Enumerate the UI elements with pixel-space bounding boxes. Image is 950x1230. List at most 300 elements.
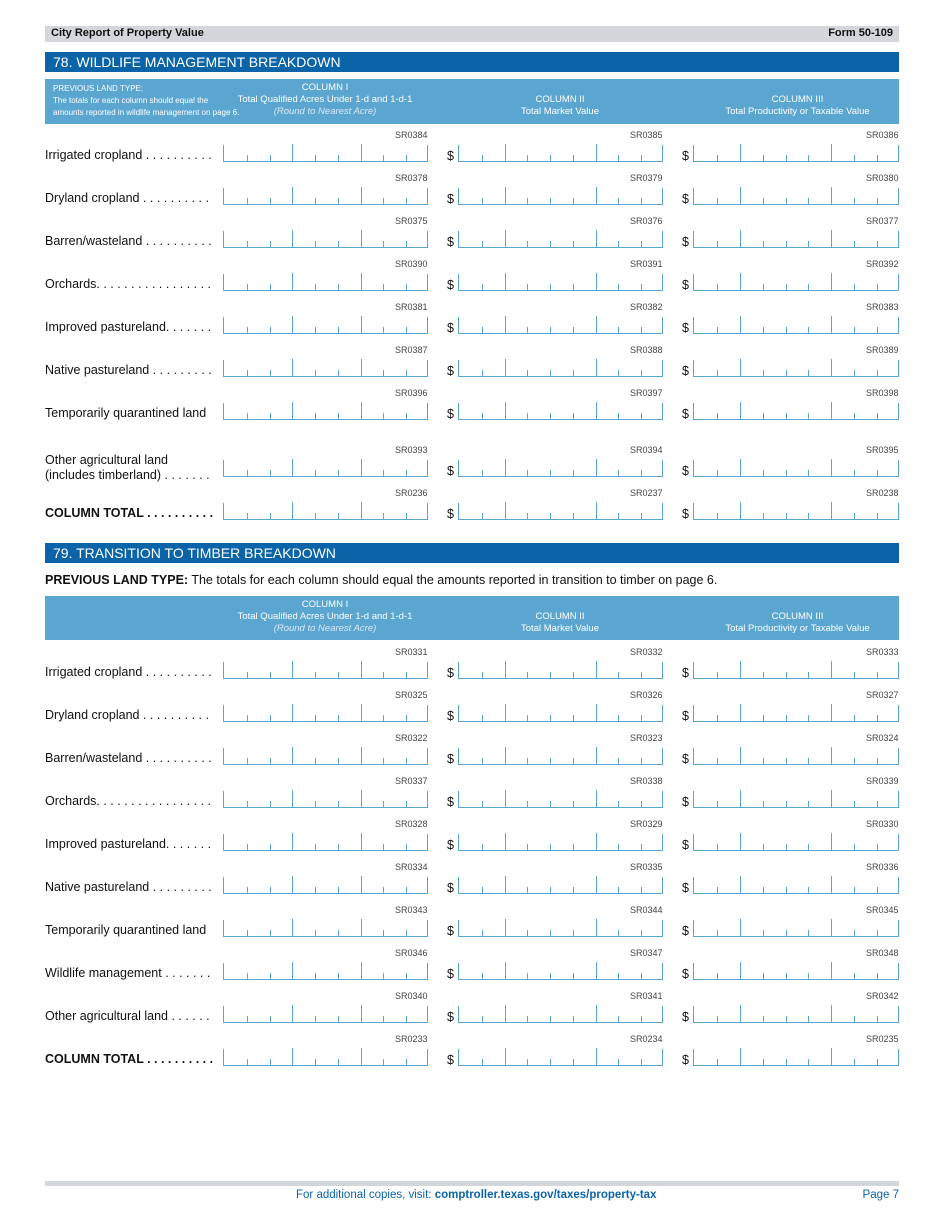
digit-separator bbox=[361, 704, 362, 721]
row-label bbox=[45, 406, 206, 421]
digit-separator bbox=[808, 844, 809, 850]
digit-separator bbox=[482, 198, 483, 204]
field-code: SR0234 bbox=[630, 1034, 663, 1044]
row-label-line: Other agricultural land bbox=[45, 453, 168, 467]
digit-separator bbox=[831, 502, 832, 519]
digit-separator bbox=[877, 470, 878, 476]
digit-separator bbox=[292, 144, 293, 161]
digit-separator bbox=[618, 470, 619, 476]
input-field[interactable] bbox=[693, 503, 899, 520]
input-field[interactable] bbox=[223, 503, 428, 520]
digit-separator bbox=[877, 973, 878, 979]
digit-separator bbox=[247, 758, 248, 764]
footer-copies bbox=[296, 1189, 656, 1201]
digit-separator bbox=[292, 1005, 293, 1022]
footer-prefix: For additional copies, visit: bbox=[296, 1189, 435, 1201]
digit-separator bbox=[406, 887, 407, 893]
input-field[interactable] bbox=[693, 274, 899, 291]
digit-separator bbox=[482, 672, 483, 678]
input-field[interactable] bbox=[458, 403, 663, 420]
digit-separator bbox=[641, 327, 642, 333]
input-field[interactable] bbox=[223, 834, 428, 851]
digit-separator bbox=[383, 413, 384, 419]
digit-separator bbox=[482, 715, 483, 721]
column-1-desc: Total Qualified Acres Under 1-d and 1-d-1 bbox=[237, 94, 413, 105]
dollar-sign: $ bbox=[682, 881, 689, 895]
digit-separator bbox=[292, 661, 293, 678]
digit-separator bbox=[740, 661, 741, 678]
input-field[interactable] bbox=[458, 748, 663, 765]
digit-separator bbox=[618, 370, 619, 376]
digit-separator bbox=[550, 413, 551, 419]
digit-separator bbox=[808, 327, 809, 333]
section-78-column-header bbox=[45, 79, 899, 124]
digit-separator bbox=[854, 513, 855, 519]
input-field[interactable] bbox=[223, 920, 428, 937]
digit-separator bbox=[270, 930, 271, 936]
row-label bbox=[45, 751, 212, 766]
digit-separator bbox=[596, 876, 597, 893]
digit-separator bbox=[292, 962, 293, 979]
field-code: SR0347 bbox=[630, 948, 663, 958]
input-field[interactable] bbox=[223, 188, 428, 205]
input-field[interactable] bbox=[693, 1049, 899, 1066]
input-field[interactable] bbox=[693, 231, 899, 248]
field-code: SR0386 bbox=[866, 130, 899, 140]
input-field[interactable] bbox=[458, 1049, 663, 1066]
digit-separator bbox=[482, 284, 483, 290]
field-code: SR0387 bbox=[395, 345, 428, 355]
digit-separator bbox=[618, 801, 619, 807]
field-code: SR0344 bbox=[630, 905, 663, 915]
row-label-line: Dryland cropland . . . . . . . . . . bbox=[45, 191, 209, 205]
digit-separator bbox=[406, 370, 407, 376]
digit-separator bbox=[641, 973, 642, 979]
row-label-line: Barren/wasteland . . . . . . . . . . bbox=[45, 751, 212, 765]
digit-separator bbox=[573, 198, 574, 204]
input-field[interactable] bbox=[223, 791, 428, 808]
dollar-sign: $ bbox=[682, 407, 689, 421]
digit-separator bbox=[763, 844, 764, 850]
input-field[interactable] bbox=[223, 145, 428, 162]
digit-separator bbox=[361, 1048, 362, 1065]
field-code: SR0348 bbox=[866, 948, 899, 958]
digit-separator bbox=[338, 370, 339, 376]
row-label bbox=[45, 880, 212, 895]
digit-separator bbox=[877, 513, 878, 519]
digit-separator bbox=[641, 1059, 642, 1065]
digit-separator bbox=[831, 359, 832, 376]
field-code: SR0397 bbox=[630, 388, 663, 398]
digit-separator bbox=[383, 887, 384, 893]
digit-separator bbox=[877, 930, 878, 936]
input-field[interactable] bbox=[693, 963, 899, 980]
field-code: SR0381 bbox=[395, 302, 428, 312]
digit-separator bbox=[527, 844, 528, 850]
digit-separator bbox=[406, 1059, 407, 1065]
digit-separator bbox=[786, 327, 787, 333]
digit-separator bbox=[763, 973, 764, 979]
digit-separator bbox=[740, 230, 741, 247]
field-code: SR0385 bbox=[630, 130, 663, 140]
digit-separator bbox=[877, 801, 878, 807]
digit-separator bbox=[573, 672, 574, 678]
digit-separator bbox=[270, 887, 271, 893]
dollar-sign: $ bbox=[447, 924, 454, 938]
section-78-note bbox=[53, 83, 239, 119]
description-label: PREVIOUS LAND TYPE: bbox=[45, 573, 189, 587]
digit-separator bbox=[383, 470, 384, 476]
digit-separator bbox=[573, 801, 574, 807]
digit-separator bbox=[270, 513, 271, 519]
digit-separator bbox=[808, 1016, 809, 1022]
dollar-sign: $ bbox=[682, 924, 689, 938]
digit-separator bbox=[596, 273, 597, 290]
digit-separator bbox=[247, 844, 248, 850]
digit-separator bbox=[338, 801, 339, 807]
digit-separator bbox=[854, 844, 855, 850]
digit-separator bbox=[383, 801, 384, 807]
digit-separator bbox=[763, 370, 764, 376]
digit-separator bbox=[596, 187, 597, 204]
field-code: SR0336 bbox=[866, 862, 899, 872]
digit-separator bbox=[717, 801, 718, 807]
digit-separator bbox=[740, 273, 741, 290]
column-2-header bbox=[460, 94, 660, 118]
input-field[interactable] bbox=[223, 317, 428, 334]
digit-separator bbox=[641, 930, 642, 936]
digit-separator bbox=[482, 887, 483, 893]
input-field[interactable] bbox=[458, 1006, 663, 1023]
digit-separator bbox=[361, 661, 362, 678]
digit-separator bbox=[808, 284, 809, 290]
digit-separator bbox=[808, 155, 809, 161]
digit-separator bbox=[717, 413, 718, 419]
input-field[interactable] bbox=[223, 662, 428, 679]
digit-separator bbox=[550, 715, 551, 721]
footer-link[interactable]: comptroller.texas.gov/taxes/property-tax bbox=[434, 1189, 657, 1201]
digit-separator bbox=[270, 413, 271, 419]
row-label-line: Temporarily quarantined land bbox=[45, 406, 207, 420]
input-field[interactable] bbox=[223, 274, 428, 291]
input-field[interactable] bbox=[458, 188, 663, 205]
dollar-sign: $ bbox=[682, 967, 689, 981]
digit-separator bbox=[315, 327, 316, 333]
input-field[interactable] bbox=[693, 705, 899, 722]
digit-separator bbox=[270, 370, 271, 376]
digit-separator bbox=[831, 833, 832, 850]
digit-separator bbox=[763, 327, 764, 333]
digit-separator bbox=[641, 370, 642, 376]
digit-separator bbox=[505, 661, 506, 678]
digit-separator bbox=[641, 470, 642, 476]
digit-separator bbox=[247, 198, 248, 204]
digit-separator bbox=[550, 327, 551, 333]
digit-separator bbox=[740, 876, 741, 893]
digit-separator bbox=[270, 241, 271, 247]
dollar-sign: $ bbox=[447, 752, 454, 766]
field-code: SR0395 bbox=[866, 445, 899, 455]
digit-separator bbox=[338, 715, 339, 721]
digit-separator bbox=[763, 284, 764, 290]
column-3-header bbox=[695, 94, 900, 118]
digit-separator bbox=[877, 844, 878, 850]
digit-separator bbox=[527, 241, 528, 247]
digit-separator bbox=[641, 513, 642, 519]
row-label bbox=[45, 191, 209, 206]
field-code: SR0235 bbox=[866, 1034, 899, 1044]
digit-separator bbox=[641, 198, 642, 204]
digit-separator bbox=[482, 973, 483, 979]
digit-separator bbox=[877, 715, 878, 721]
digit-separator bbox=[247, 887, 248, 893]
input-field[interactable] bbox=[693, 460, 899, 477]
digit-separator bbox=[786, 672, 787, 678]
digit-separator bbox=[786, 973, 787, 979]
input-field[interactable] bbox=[693, 403, 899, 420]
input-field[interactable] bbox=[693, 834, 899, 851]
field-code: SR0340 bbox=[395, 991, 428, 1001]
digit-separator bbox=[808, 198, 809, 204]
input-field[interactable] bbox=[693, 791, 899, 808]
digit-separator bbox=[527, 513, 528, 519]
input-field[interactable] bbox=[693, 1006, 899, 1023]
input-field[interactable] bbox=[693, 662, 899, 679]
input-field[interactable] bbox=[458, 145, 663, 162]
digit-separator bbox=[641, 887, 642, 893]
digit-separator bbox=[406, 513, 407, 519]
field-code: SR0345 bbox=[866, 905, 899, 915]
input-field[interactable] bbox=[458, 920, 663, 937]
field-code: SR0334 bbox=[395, 862, 428, 872]
digit-separator bbox=[786, 930, 787, 936]
row-label-line: COLUMN TOTAL . . . . . . . . . . bbox=[45, 506, 214, 520]
input-field[interactable] bbox=[223, 705, 428, 722]
input-field[interactable] bbox=[223, 1006, 428, 1023]
digit-separator bbox=[383, 1059, 384, 1065]
digit-separator bbox=[270, 758, 271, 764]
row-label bbox=[45, 1052, 213, 1067]
digit-separator bbox=[763, 887, 764, 893]
row-label-line: Orchards. . . . . . . . . . . . . . . . . bbox=[45, 277, 212, 291]
field-code: SR0333 bbox=[866, 647, 899, 657]
digit-separator bbox=[315, 973, 316, 979]
digit-separator bbox=[740, 316, 741, 333]
input-field[interactable] bbox=[223, 877, 428, 894]
column-2-header bbox=[460, 611, 660, 635]
input-field[interactable] bbox=[458, 705, 663, 722]
digit-separator bbox=[808, 758, 809, 764]
digit-separator bbox=[717, 155, 718, 161]
digit-separator bbox=[505, 962, 506, 979]
digit-separator bbox=[596, 919, 597, 936]
digit-separator bbox=[717, 758, 718, 764]
digit-separator bbox=[361, 747, 362, 764]
row-label bbox=[45, 966, 210, 981]
digit-separator bbox=[740, 790, 741, 807]
digit-separator bbox=[505, 359, 506, 376]
dollar-sign: $ bbox=[447, 1053, 454, 1067]
digit-separator bbox=[763, 930, 764, 936]
digit-separator bbox=[831, 316, 832, 333]
digit-separator bbox=[383, 973, 384, 979]
digit-separator bbox=[527, 887, 528, 893]
input-field[interactable] bbox=[223, 963, 428, 980]
digit-separator bbox=[808, 513, 809, 519]
input-field[interactable] bbox=[693, 317, 899, 334]
section-78-title-bar bbox=[45, 52, 899, 72]
digit-separator bbox=[361, 144, 362, 161]
digit-separator bbox=[292, 833, 293, 850]
digit-separator bbox=[247, 327, 248, 333]
digit-separator bbox=[527, 758, 528, 764]
digit-separator bbox=[641, 801, 642, 807]
digit-separator bbox=[315, 758, 316, 764]
digit-separator bbox=[527, 973, 528, 979]
page-number: Page 7 bbox=[862, 1189, 899, 1201]
digit-separator bbox=[854, 155, 855, 161]
digit-separator bbox=[550, 470, 551, 476]
input-field[interactable] bbox=[458, 834, 663, 851]
field-code: SR0341 bbox=[630, 991, 663, 1001]
input-field[interactable] bbox=[223, 360, 428, 377]
field-code: SR0388 bbox=[630, 345, 663, 355]
dollar-sign: $ bbox=[447, 838, 454, 852]
digit-separator bbox=[338, 284, 339, 290]
input-field[interactable] bbox=[458, 231, 663, 248]
digit-separator bbox=[315, 930, 316, 936]
digit-separator bbox=[247, 1016, 248, 1022]
digit-separator bbox=[482, 801, 483, 807]
digit-separator bbox=[763, 155, 764, 161]
digit-separator bbox=[786, 844, 787, 850]
digit-separator bbox=[270, 284, 271, 290]
field-code: SR0379 bbox=[630, 173, 663, 183]
input-field[interactable] bbox=[458, 360, 663, 377]
digit-separator bbox=[786, 198, 787, 204]
input-field[interactable] bbox=[458, 274, 663, 291]
digit-separator bbox=[854, 930, 855, 936]
digit-separator bbox=[482, 155, 483, 161]
dollar-sign: $ bbox=[682, 709, 689, 723]
input-field[interactable] bbox=[693, 920, 899, 937]
digit-separator bbox=[786, 155, 787, 161]
digit-separator bbox=[270, 155, 271, 161]
digit-separator bbox=[270, 801, 271, 807]
digit-separator bbox=[596, 1048, 597, 1065]
digit-separator bbox=[831, 790, 832, 807]
digit-separator bbox=[717, 470, 718, 476]
digit-separator bbox=[383, 513, 384, 519]
digit-separator bbox=[383, 241, 384, 247]
input-field[interactable] bbox=[693, 748, 899, 765]
column-1-note: (Round to Nearest Acre) bbox=[273, 623, 377, 634]
digit-separator bbox=[247, 672, 248, 678]
row-label-line: Native pastureland . . . . . . . . . bbox=[45, 880, 212, 894]
digit-separator bbox=[786, 1059, 787, 1065]
digit-separator bbox=[338, 1059, 339, 1065]
digit-separator bbox=[596, 962, 597, 979]
input-field[interactable] bbox=[693, 188, 899, 205]
field-code: SR0398 bbox=[866, 388, 899, 398]
digit-separator bbox=[247, 715, 248, 721]
field-code: SR0329 bbox=[630, 819, 663, 829]
digit-separator bbox=[505, 502, 506, 519]
digit-separator bbox=[315, 370, 316, 376]
digit-separator bbox=[877, 370, 878, 376]
digit-separator bbox=[877, 1059, 878, 1065]
digit-separator bbox=[527, 198, 528, 204]
digit-separator bbox=[270, 973, 271, 979]
digit-separator bbox=[292, 459, 293, 476]
input-field[interactable] bbox=[458, 963, 663, 980]
digit-separator bbox=[247, 470, 248, 476]
input-field[interactable] bbox=[693, 877, 899, 894]
digit-separator bbox=[338, 470, 339, 476]
digit-separator bbox=[618, 930, 619, 936]
digit-separator bbox=[808, 801, 809, 807]
input-field[interactable] bbox=[458, 877, 663, 894]
input-field[interactable] bbox=[223, 403, 428, 420]
digit-separator bbox=[596, 833, 597, 850]
column-2-desc: Total Market Value bbox=[521, 106, 599, 117]
digit-separator bbox=[717, 1059, 718, 1065]
row-label bbox=[45, 277, 211, 292]
input-field[interactable] bbox=[458, 317, 663, 334]
digit-separator bbox=[618, 672, 619, 678]
digit-separator bbox=[763, 413, 764, 419]
digit-separator bbox=[338, 930, 339, 936]
input-field[interactable] bbox=[693, 360, 899, 377]
digit-separator bbox=[854, 413, 855, 419]
input-field[interactable] bbox=[223, 231, 428, 248]
digit-separator bbox=[641, 241, 642, 247]
input-field[interactable] bbox=[458, 662, 663, 679]
digit-separator bbox=[763, 715, 764, 721]
dollar-sign: $ bbox=[682, 321, 689, 335]
digit-separator bbox=[527, 413, 528, 419]
digit-separator bbox=[338, 513, 339, 519]
digit-separator bbox=[786, 801, 787, 807]
digit-separator bbox=[550, 198, 551, 204]
digit-separator bbox=[247, 801, 248, 807]
input-field[interactable] bbox=[223, 460, 428, 477]
input-field[interactable] bbox=[458, 791, 663, 808]
input-field[interactable] bbox=[458, 503, 663, 520]
digit-separator bbox=[527, 470, 528, 476]
digit-separator bbox=[831, 402, 832, 419]
digit-separator bbox=[406, 327, 407, 333]
digit-separator bbox=[596, 316, 597, 333]
row-label bbox=[45, 148, 212, 163]
input-field[interactable] bbox=[223, 1049, 428, 1066]
input-field[interactable] bbox=[693, 145, 899, 162]
digit-separator bbox=[808, 1059, 809, 1065]
digit-separator bbox=[763, 801, 764, 807]
input-field[interactable] bbox=[458, 460, 663, 477]
digit-separator bbox=[361, 919, 362, 936]
row-label bbox=[45, 453, 210, 483]
digit-separator bbox=[338, 198, 339, 204]
digit-separator bbox=[505, 144, 506, 161]
digit-separator bbox=[406, 1016, 407, 1022]
digit-separator bbox=[361, 402, 362, 419]
digit-separator bbox=[717, 844, 718, 850]
section-79-description bbox=[45, 573, 717, 587]
input-field[interactable] bbox=[223, 748, 428, 765]
digit-separator bbox=[527, 327, 528, 333]
dollar-sign: $ bbox=[447, 407, 454, 421]
